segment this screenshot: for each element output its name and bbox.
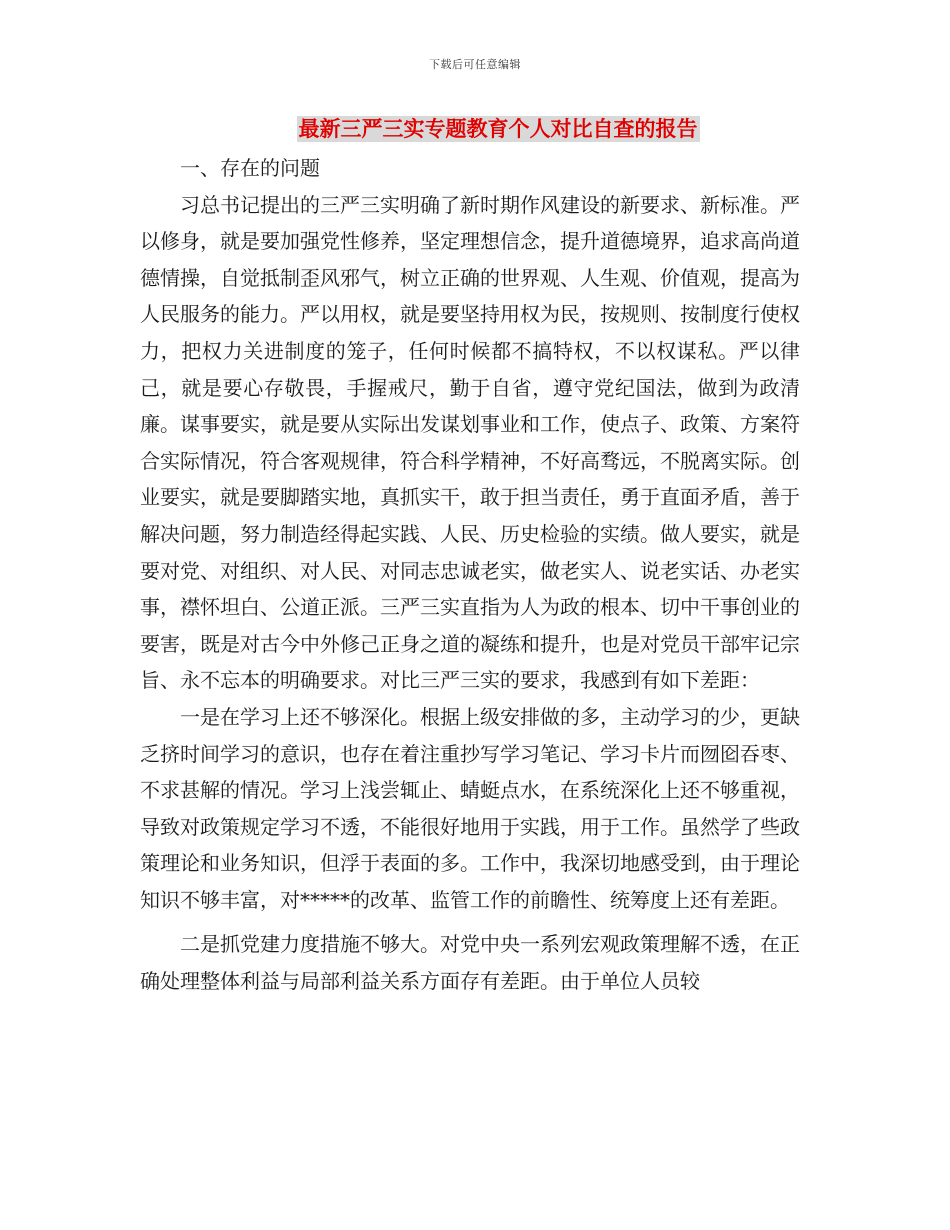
paragraph: 二是抓党建力度措施不够大。对党中央一系列宏观政策理解不透，在正确处理整体利益与局部利益关系方面存有差距。由于单位人员较 <box>140 932 800 994</box>
header-note: 下载后可任意编辑 <box>429 58 521 71</box>
document-body <box>140 150 800 1000</box>
title-row <box>0 116 950 142</box>
paragraph: 一是在学习上还不够深化。根据上级安排做的多，主动学习的少，更缺乏挤时间学习的意识，也存在着注重抄写学习笔记、学习卡片而囫囵吞枣、不求甚解的情况。学习上浅尝辄止、蜻蜓点水，在系统深化上还不够重视，导致对政策规定学习不透，不能很好地用于实践，用于工作。虽然学了些政策理论和业务知识，但浮于表面的多。工作中，我深切地感受到，由于理论知识不够丰富，对*****的改革、监管工作的前瞻性、统筹度上还有差距。 <box>140 704 800 912</box>
section-heading: 一、存在的问题 <box>180 156 320 180</box>
paragraph: 习总书记提出的三严三实明确了新时期作风建设的新要求、新标准。严以修身，就是要加强党性修养，坚定理想信念，提升道德境界，追求高尚道德情操，自觉抵制歪风邪气，树立正确的世界观、人生观、价值观，提高为人民服务的能力。严以用权，就是要坚持用权为民，按规则、按制度行使权力，把权力关进制度的笼子，任何时候都不搞特权，不以权谋私。严以律己，就是要心存敬畏，手握戒尺，勤于自省，遵守党纪国法，做到为政清廉。谋事要实，就是要从实际出发谋划事业和工作，使点子、政策、方案符合实际情况，符合客观规律，符合科学精神，不好高骛远，不脱离实际。创业要实，就是要脚踏实地，真抓实干，敢于担当责任，勇于直面矛盾，善于解决问题，努力制造经得起实践、人民、历史检验的实绩。做人要实，就是要对党、对组织、对人民、对同志忠诚老实，做老实人、说老实话、办老实事，襟怀坦白、公道正派。三严三实直指为人为政的根本、切中干事创业的要害，既是对古今中外修己正身之道的凝练和提升，也是对党员干部牢记宗旨、永不忘本的明确要求。对比三严三实的要求，我感到有如下差距： <box>140 192 800 693</box>
document-title: 最新三严三实专题教育个人对比自查的报告 <box>298 116 698 141</box>
